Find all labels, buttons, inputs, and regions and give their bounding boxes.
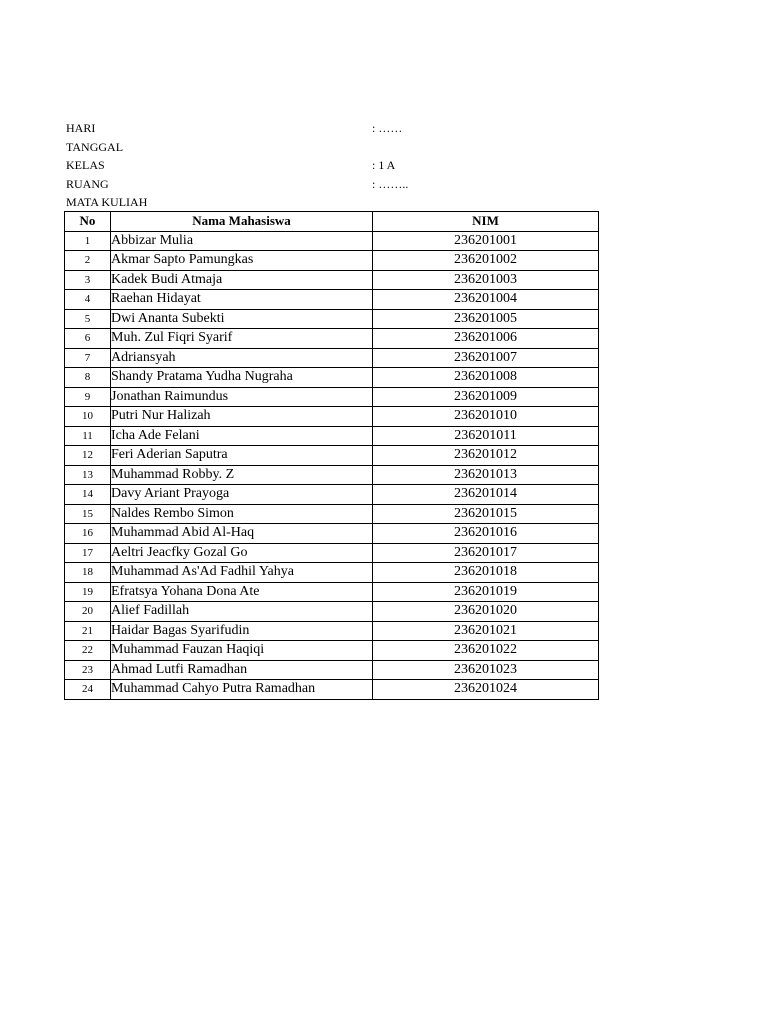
student-name-cell: Haidar Bagas Syarifudin <box>111 621 373 641</box>
ruang-label: RUANG <box>66 176 109 191</box>
student-name-cell: Muhammad Robby. Z <box>111 465 373 485</box>
student-nim-cell: 236201007 <box>373 348 599 368</box>
student-nim-cell: 236201018 <box>373 563 599 583</box>
row-number-cell: 22 <box>65 641 111 661</box>
table-row <box>65 563 599 583</box>
table-row <box>65 329 599 349</box>
row-number-cell: 19 <box>65 582 111 602</box>
student-nim-cell: 236201004 <box>373 290 599 310</box>
table-body <box>65 231 599 699</box>
student-nim-cell: 236201008 <box>373 368 599 388</box>
table-row <box>65 251 599 271</box>
tanggal-label: TANGGAL <box>66 139 124 154</box>
student-name-cell: Icha Ade Felani <box>111 426 373 446</box>
row-number-cell: 21 <box>65 621 111 641</box>
table-row <box>65 407 599 427</box>
row-number-cell: 10 <box>65 407 111 427</box>
row-number-cell: 23 <box>65 660 111 680</box>
row-number-cell: 14 <box>65 485 111 505</box>
table-header <box>65 212 599 232</box>
student-nim-cell: 236201001 <box>373 231 599 251</box>
table-row <box>65 290 599 310</box>
student-name-cell: Feri Aderian Saputra <box>111 446 373 466</box>
student-name-cell: Muhammad Cahyo Putra Ramadhan <box>111 680 373 700</box>
student-nim-cell: 236201009 <box>373 387 599 407</box>
header-row-kelas <box>66 156 606 175</box>
hari-value: : …… <box>372 121 403 135</box>
ruang-value: : …….. <box>372 176 409 191</box>
table-row <box>65 582 599 602</box>
student-nim-cell: 236201020 <box>373 602 599 622</box>
row-number-cell: 20 <box>65 602 111 622</box>
row-number-cell: 4 <box>65 290 111 310</box>
row-number-cell: 8 <box>65 368 111 388</box>
row-number-cell: 15 <box>65 504 111 524</box>
table-row <box>65 524 599 544</box>
student-nim-cell: 236201013 <box>373 465 599 485</box>
table-row <box>65 504 599 524</box>
table-row <box>65 641 599 661</box>
student-nim-cell: 236201016 <box>373 524 599 544</box>
student-name-cell: Ahmad Lutfi Ramadhan <box>111 660 373 680</box>
row-number-cell: 24 <box>65 680 111 700</box>
column-header-no: No <box>65 212 111 232</box>
table-row <box>65 309 599 329</box>
student-name-cell: Adriansyah <box>111 348 373 368</box>
table-row <box>65 543 599 563</box>
row-number-cell: 18 <box>65 563 111 583</box>
student-name-cell: Davy Ariant Prayoga <box>111 485 373 505</box>
table-row <box>65 621 599 641</box>
table-row <box>65 602 599 622</box>
row-number-cell: 13 <box>65 465 111 485</box>
header-row-mata-kuliah <box>66 193 606 212</box>
row-number-cell: 1 <box>65 231 111 251</box>
student-name-cell: Efratsya Yohana Dona Ate <box>111 582 373 602</box>
student-name-cell: Putri Nur Halizah <box>111 407 373 427</box>
student-name-cell: Raehan Hidayat <box>111 290 373 310</box>
student-name-cell: Muhammad Fauzan Haqiqi <box>111 641 373 661</box>
student-nim-cell: 236201003 <box>373 270 599 290</box>
student-name-cell: Abbizar Mulia <box>111 231 373 251</box>
student-name-cell: Dwi Ananta Subekti <box>111 309 373 329</box>
row-number-cell: 12 <box>65 446 111 466</box>
row-number-cell: 3 <box>65 270 111 290</box>
column-header-nama-mahasiswa: Nama Mahasiswa <box>111 212 373 232</box>
table-header-row <box>65 212 599 232</box>
table-row <box>65 348 599 368</box>
row-number-cell: 16 <box>65 524 111 544</box>
row-number-cell: 11 <box>65 426 111 446</box>
table-row <box>65 270 599 290</box>
mata-kuliah-label: MATA KULIAH <box>66 195 148 209</box>
student-name-cell: Alief Fadillah <box>111 602 373 622</box>
header-row-tanggal <box>66 138 606 157</box>
student-nim-cell: 236201019 <box>373 582 599 602</box>
student-nim-cell: 236201023 <box>373 660 599 680</box>
header-row-hari <box>66 119 606 138</box>
row-number-cell: 17 <box>65 543 111 563</box>
student-nim-cell: 236201006 <box>373 329 599 349</box>
row-number-cell: 9 <box>65 387 111 407</box>
kelas-label: KELAS <box>66 158 105 172</box>
student-name-cell: Naldes Rembo Simon <box>111 504 373 524</box>
student-nim-cell: 236201021 <box>373 621 599 641</box>
student-name-cell: Muhammad Abid Al-Haq <box>111 524 373 544</box>
student-nim-cell: 236201014 <box>373 485 599 505</box>
row-number-cell: 2 <box>65 251 111 271</box>
header-row-ruang <box>66 175 606 194</box>
table-row <box>65 485 599 505</box>
kelas-value: : 1 A <box>372 158 396 172</box>
row-number-cell: 6 <box>65 329 111 349</box>
row-number-cell: 7 <box>65 348 111 368</box>
student-name-cell: Muh. Zul Fiqri Syarif <box>111 329 373 349</box>
column-header-nim: NIM <box>373 212 599 232</box>
student-name-cell: Shandy Pratama Yudha Nugraha <box>111 368 373 388</box>
student-name-cell: Jonathan Raimundus <box>111 387 373 407</box>
student-nim-cell: 236201002 <box>373 251 599 271</box>
student-nim-cell: 236201005 <box>373 309 599 329</box>
student-nim-cell: 236201015 <box>373 504 599 524</box>
student-name-cell: Muhammad As'Ad Fadhil Yahya <box>111 563 373 583</box>
table-row <box>65 231 599 251</box>
student-nim-cell: 236201024 <box>373 680 599 700</box>
student-nim-cell: 236201012 <box>373 446 599 466</box>
student-name-cell: Akmar Sapto Pamungkas <box>111 251 373 271</box>
table-row <box>65 387 599 407</box>
table-row <box>65 680 599 700</box>
student-nim-cell: 236201011 <box>373 426 599 446</box>
student-nim-cell: 236201017 <box>373 543 599 563</box>
table-row <box>65 446 599 466</box>
table-row <box>65 426 599 446</box>
table-row <box>65 660 599 680</box>
student-name-cell: Kadek Budi Atmaja <box>111 270 373 290</box>
hari-label: HARI <box>66 121 96 135</box>
student-nim-cell: 236201010 <box>373 407 599 427</box>
student-name-cell: Aeltri Jeacfky Gozal Go <box>111 543 373 563</box>
table-row <box>65 465 599 485</box>
document-header <box>66 119 606 212</box>
table-row <box>65 368 599 388</box>
row-number-cell: 5 <box>65 309 111 329</box>
student-table <box>64 211 599 700</box>
student-nim-cell: 236201022 <box>373 641 599 661</box>
